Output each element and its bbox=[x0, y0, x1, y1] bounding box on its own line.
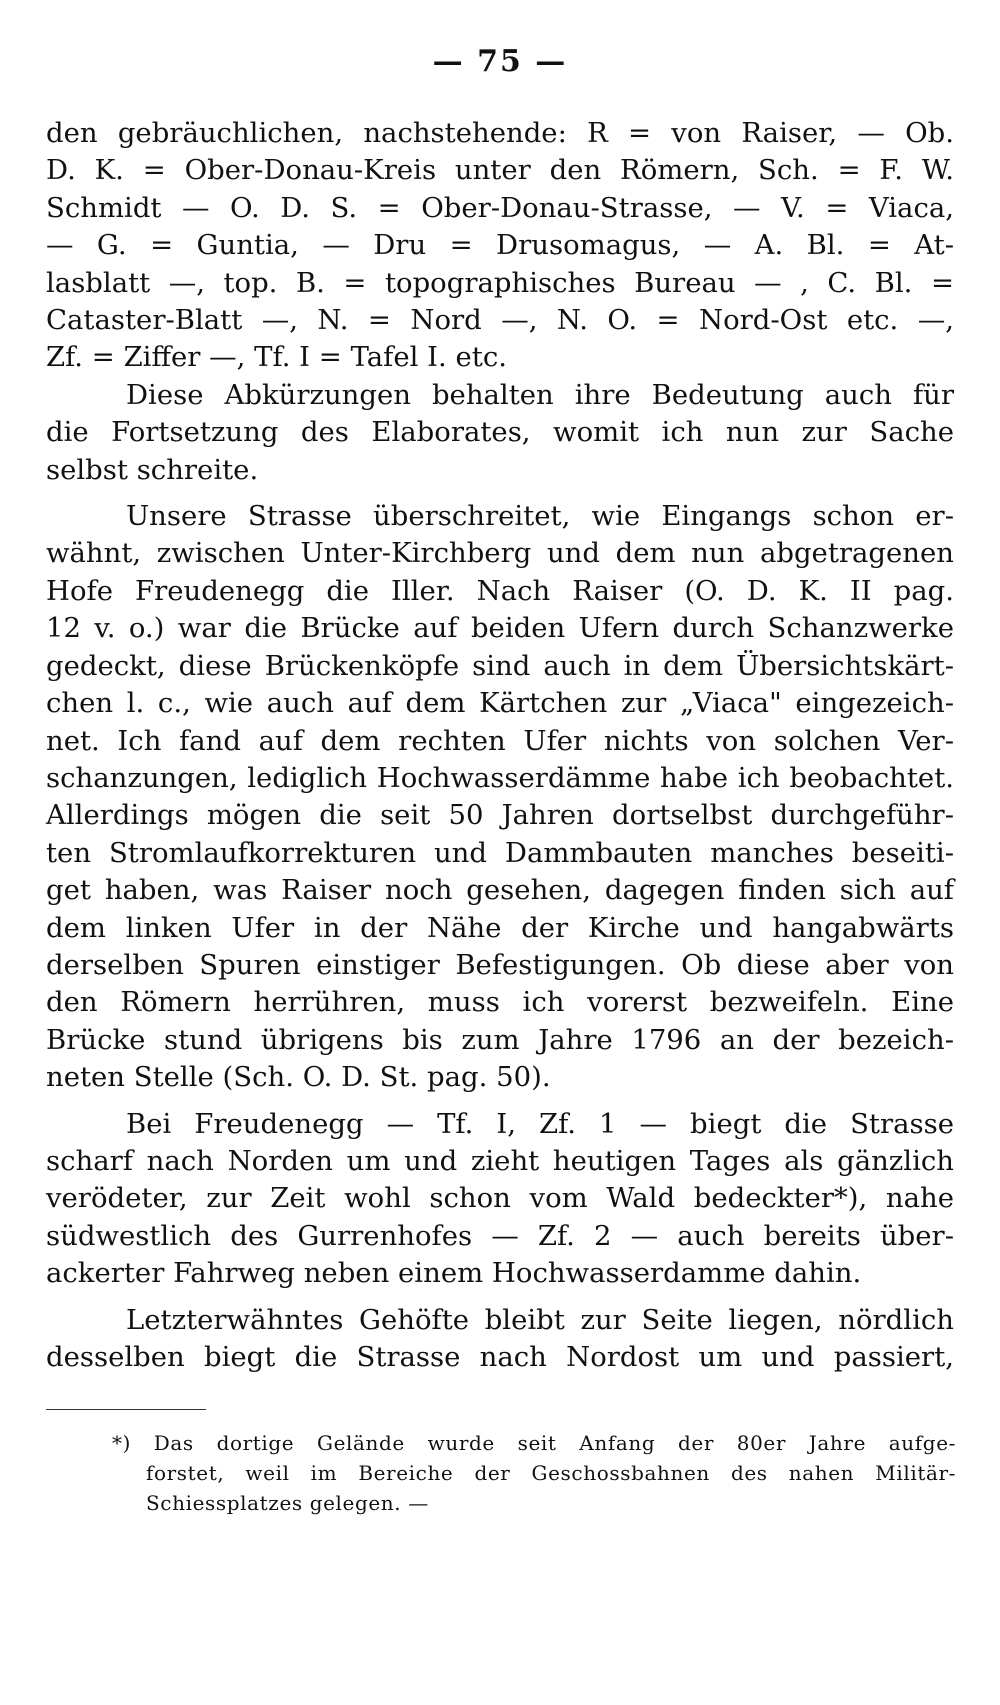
paragraph-gehoefte bbox=[46, 1302, 954, 1377]
text-line: 12 v. o.) war die Brücke auf beiden Ufern durch Schanzwerke bbox=[46, 612, 954, 645]
text-line: Zf. = Ziffer —, Tf. I = Tafel I. etc. bbox=[46, 341, 507, 374]
text-line: desselben biegt die Strasse nach Nordost um und passiert, bbox=[46, 1341, 954, 1373]
paragraph-continuation bbox=[46, 377, 954, 489]
text-line: Brücke stund übrigens bis zum Jahre 1796 an der bezeich- bbox=[46, 1023, 954, 1056]
text-line: gedeckt, diese Brückenköpfe sind auch in dem Übersichtskärt- bbox=[46, 649, 954, 682]
footnote-line: *) Das dortige Gelände wurde seit Anfang der 80er Jahre aufge- bbox=[112, 1431, 956, 1455]
text-line: selbst schreite. bbox=[46, 453, 259, 486]
text-line: ackerter Fahrweg neben einem Hochwasserdamme dahin. bbox=[46, 1257, 862, 1290]
text-line: neten Stelle (Sch. O. D. St. pag. 50). bbox=[46, 1061, 551, 1094]
paragraph-abbreviations bbox=[46, 115, 954, 377]
text-line: net. Ich fand auf dem rechten Ufer nichts von solchen Ver- bbox=[46, 724, 954, 757]
footnote bbox=[112, 1428, 956, 1518]
text-line: Schmidt — O. D. S. = Ober-Donau-Strasse, — V. = Viaca, bbox=[46, 191, 954, 224]
text-line: die Fortsetzung des Elaborates, womit ich nun zur Sache bbox=[46, 416, 954, 449]
text-line: D. K. = Ober-Donau-Kreis unter den Römern, Sch. = F. W. bbox=[46, 154, 954, 187]
text-line: get haben, was Raiser noch gesehen, dagegen finden sich auf bbox=[46, 874, 954, 907]
text-line: Letzterwähntes Gehöfte bleibt zur Seite liegen, nördlich bbox=[126, 1303, 954, 1336]
text-line: ten Stromlaufkorrekturen und Dammbauten manches beseiti- bbox=[46, 836, 954, 869]
footnote-line: forstet, weil im Bereiche der Geschossbahnen des nahen Militär- bbox=[146, 1461, 956, 1485]
text-line: Diese Abkürzungen behalten ihre Bedeutung auch für bbox=[126, 378, 954, 411]
text-line: Bei Freudenegg — Tf. I, Zf. 1 — biegt die Strasse bbox=[126, 1107, 954, 1140]
text-line: den gebräuchlichen, nachstehende: R = von Raiser, — Ob. bbox=[46, 117, 954, 149]
text-line: — G. = Guntia, — Dru = Drusomagus, — A. Bl. = At- bbox=[46, 229, 954, 262]
text-line: dem linken Ufer in der Nähe der Kirche und hangabwärts bbox=[46, 911, 954, 944]
paragraph-bridge bbox=[46, 498, 954, 1097]
text-line: wähnt, zwischen Unter-Kirchberg und dem nun abgetragenen bbox=[46, 537, 954, 570]
text-line: südwestlich des Gurrenhofes — Zf. 2 — auch bereits über- bbox=[46, 1219, 954, 1252]
text-line: scharf nach Norden um und zieht heutigen Tages als gänzlich bbox=[46, 1144, 954, 1177]
text-line: Cataster-Blatt —, N. = Nord —, N. O. = Nord-Ost etc. —, bbox=[46, 304, 954, 337]
text-line: chen l. c., wie auch auf dem Kärtchen zur „Viaca" eingezeich- bbox=[46, 687, 954, 720]
page-number: — 75 — bbox=[432, 44, 568, 79]
footnote-divider bbox=[46, 1409, 206, 1410]
text-line: schanzungen, lediglich Hochwasserdämme habe ich beobachtet. bbox=[46, 761, 954, 794]
text-line: derselben Spuren einstiger Befestigungen. Ob diese aber von bbox=[46, 948, 954, 981]
text-line: Unsere Strasse überschreitet, wie Eingangs schon er- bbox=[126, 500, 954, 533]
text-line: lasblatt —, top. B. = topographisches Bureau — , C. Bl. = bbox=[46, 266, 954, 299]
footnote-line: Schiessplatzes gelegen. — bbox=[146, 1491, 429, 1515]
text-line: Allerdings mögen die seit 50 Jahren dortselbst durchgeführ- bbox=[46, 799, 954, 832]
body-text bbox=[46, 115, 954, 1376]
paragraph-freudenegg bbox=[46, 1106, 954, 1293]
text-line: Hofe Freudenegg die Iller. Nach Raiser (O. D. K. II pag. bbox=[46, 574, 954, 607]
text-line: den Römern herrühren, muss ich vorerst bezweifeln. Eine bbox=[46, 986, 954, 1019]
text-line: verödeter, zur Zeit wohl schon vom Wald bedeckter*), nahe bbox=[46, 1182, 954, 1215]
